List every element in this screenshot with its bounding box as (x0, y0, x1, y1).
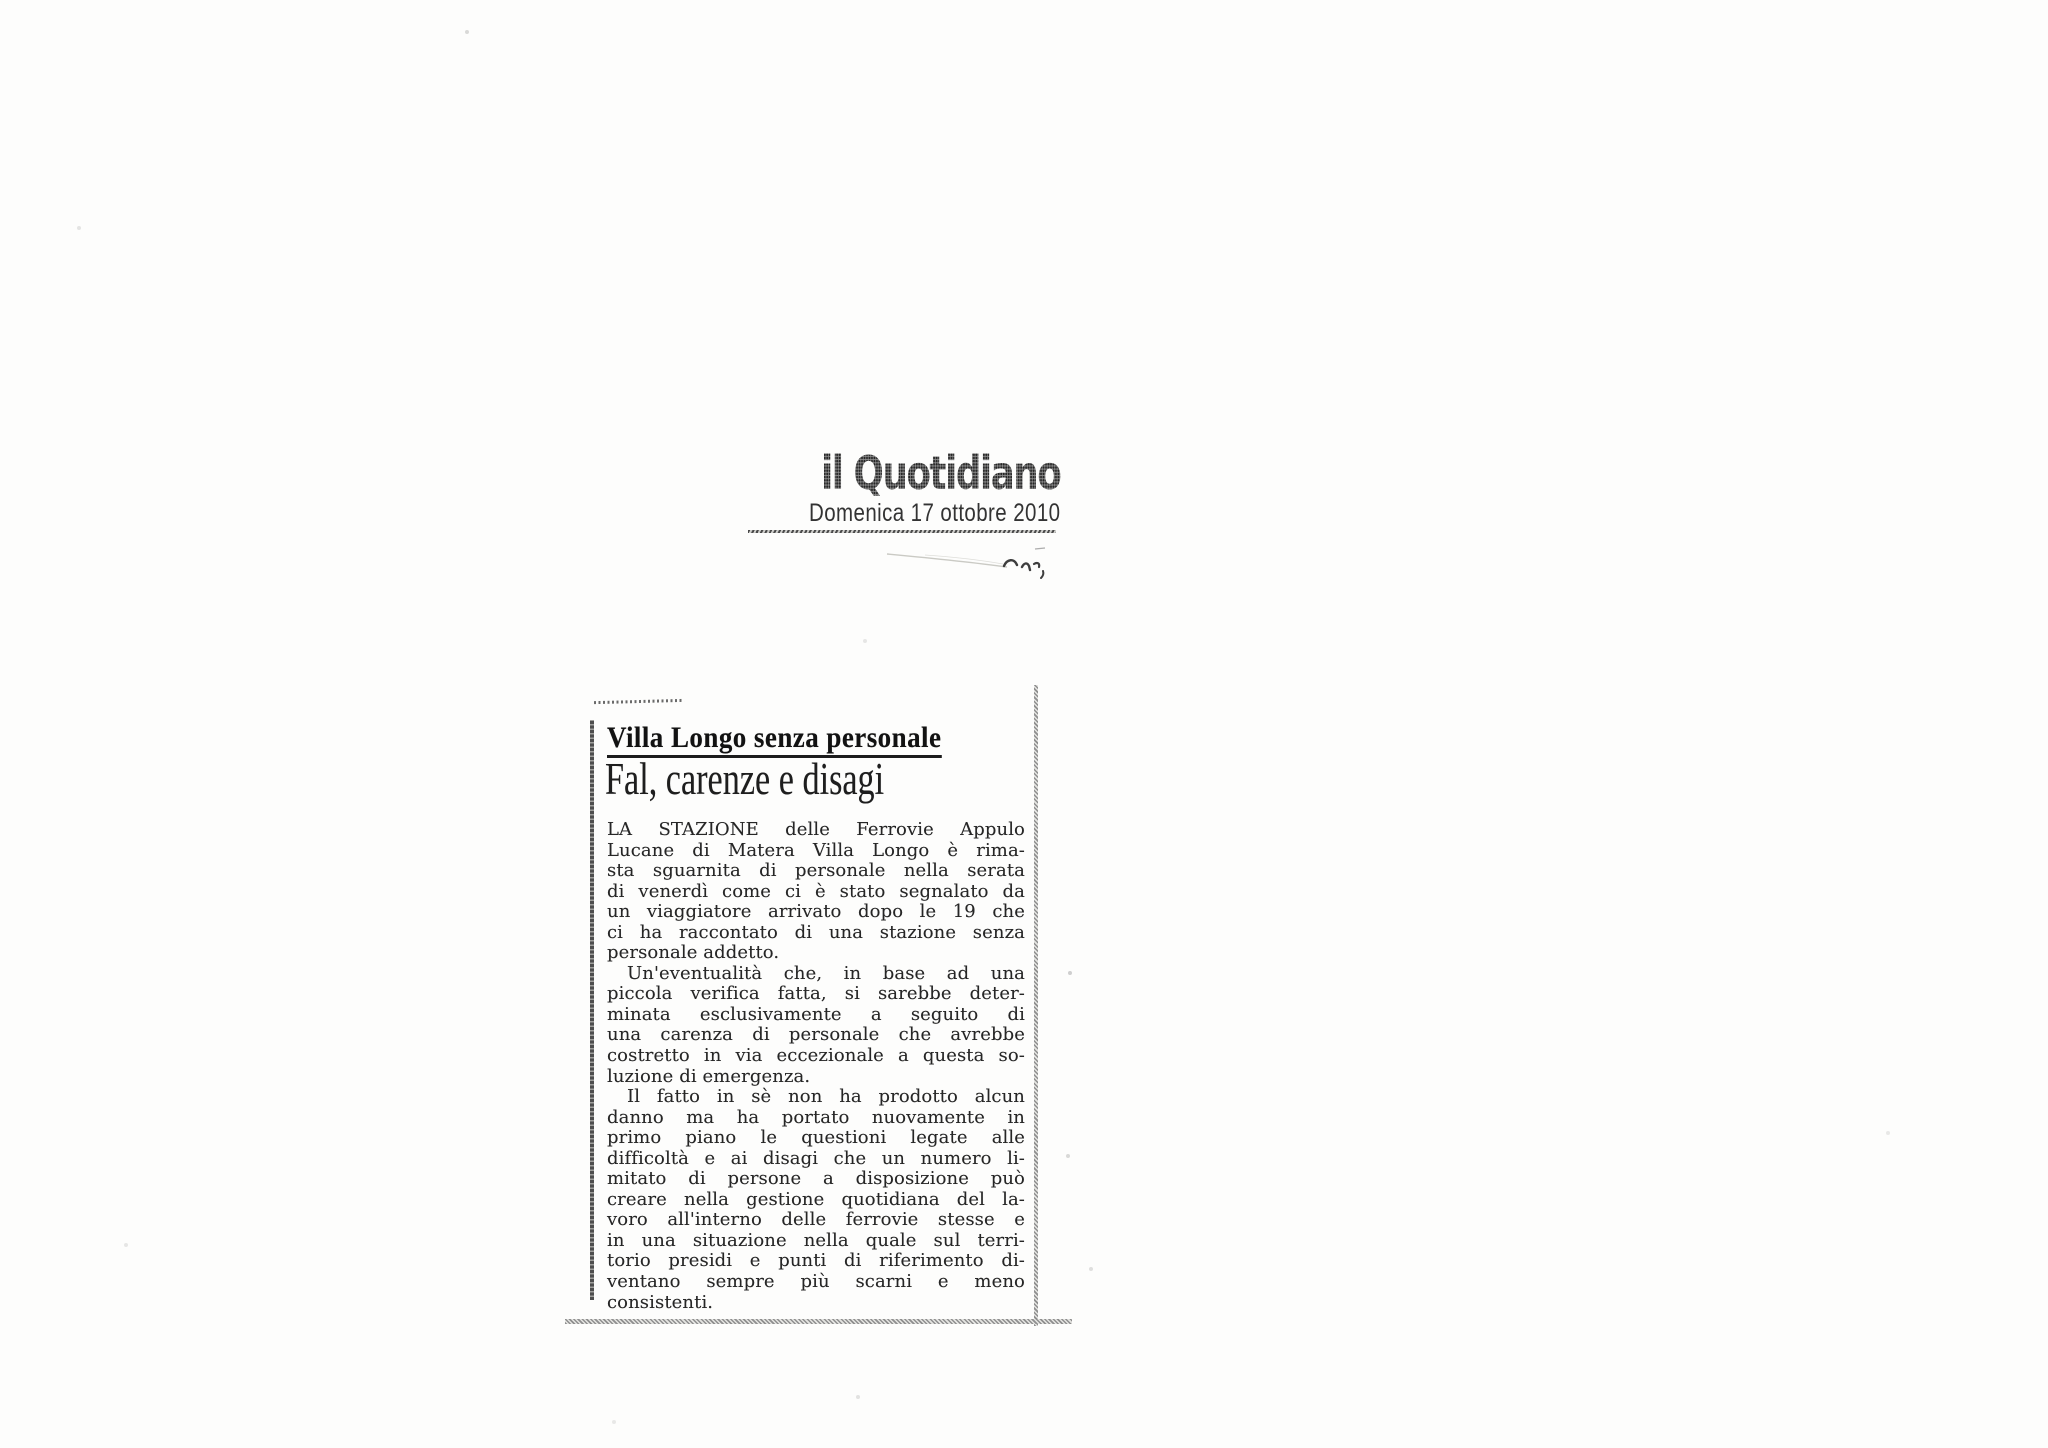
body-line: costretto in via eccezionale a questa so- (607, 1045, 1025, 1067)
body-line: voro all'interno delle ferrovie stesse e (607, 1209, 1025, 1231)
article-body (607, 820, 1025, 1313)
body-line: personale addetto. (607, 942, 780, 964)
body-line: un viaggiatore arrivato dopo le 19 che (607, 901, 1025, 923)
body-line: di venerdì come ci è stato segnalato da (607, 880, 1025, 902)
article-headline: Fal, carenze e disagi (605, 754, 885, 804)
clip-top-edge (594, 699, 684, 704)
body-line: ci ha raccontato di una stazione senza (607, 921, 1025, 943)
body-line: Il fatto in sè non ha prodotto alcun (627, 1086, 1025, 1108)
clip-right-border (1034, 685, 1039, 1326)
body-line: luzione di emergenza. (607, 1065, 811, 1087)
body-line: LA STAZIONE delle Ferrovie Appulo (607, 819, 1025, 840)
pen-scribble-mark (885, 547, 1057, 581)
clip-left-border (590, 720, 594, 1300)
body-line: difficoltà e ai disagi che un numero li- (607, 1147, 1025, 1169)
article-clipping (590, 683, 1038, 1331)
body-line: Un'eventualità che, in base ad una (627, 962, 1025, 984)
body-line: in una situazione nella quale sul terri- (607, 1229, 1025, 1251)
body-line: mitato di persone a disposizione può (607, 1168, 1025, 1190)
body-line: danno ma ha portato nuovamente in (607, 1106, 1025, 1128)
body-line: una carenza di personale che avrebbe (607, 1024, 1025, 1046)
body-line: minata esclusivamente a seguito di (607, 1003, 1025, 1025)
scan-specks (0, 0, 2, 2)
newspaper-logo: il Quotidiano (821, 446, 1061, 500)
body-line: primo piano le questioni legate alle (607, 1127, 1025, 1149)
body-line: creare nella gestione quotidiana del la- (607, 1188, 1025, 1210)
body-line: consistenti. (607, 1291, 714, 1313)
article-kicker: Villa Longo senza personale (607, 723, 941, 758)
masthead-date: Domenica 17 ottobre 2010 (809, 499, 1061, 527)
body-line: ventano sempre più scarni e meno (607, 1271, 1025, 1293)
body-line: torio presidi e punti di riferimento di- (607, 1250, 1025, 1272)
body-line: Lucane di Matera Villa Longo è rima- (607, 839, 1025, 861)
article-kicker-row (607, 723, 979, 758)
body-line: sta sguarnita di personale nella serata (607, 860, 1025, 882)
masthead-rule (748, 530, 1056, 533)
body-line: piccola verifica fatta, si sarebbe deter- (607, 983, 1025, 1005)
clip-bottom-border (565, 1319, 1072, 1324)
